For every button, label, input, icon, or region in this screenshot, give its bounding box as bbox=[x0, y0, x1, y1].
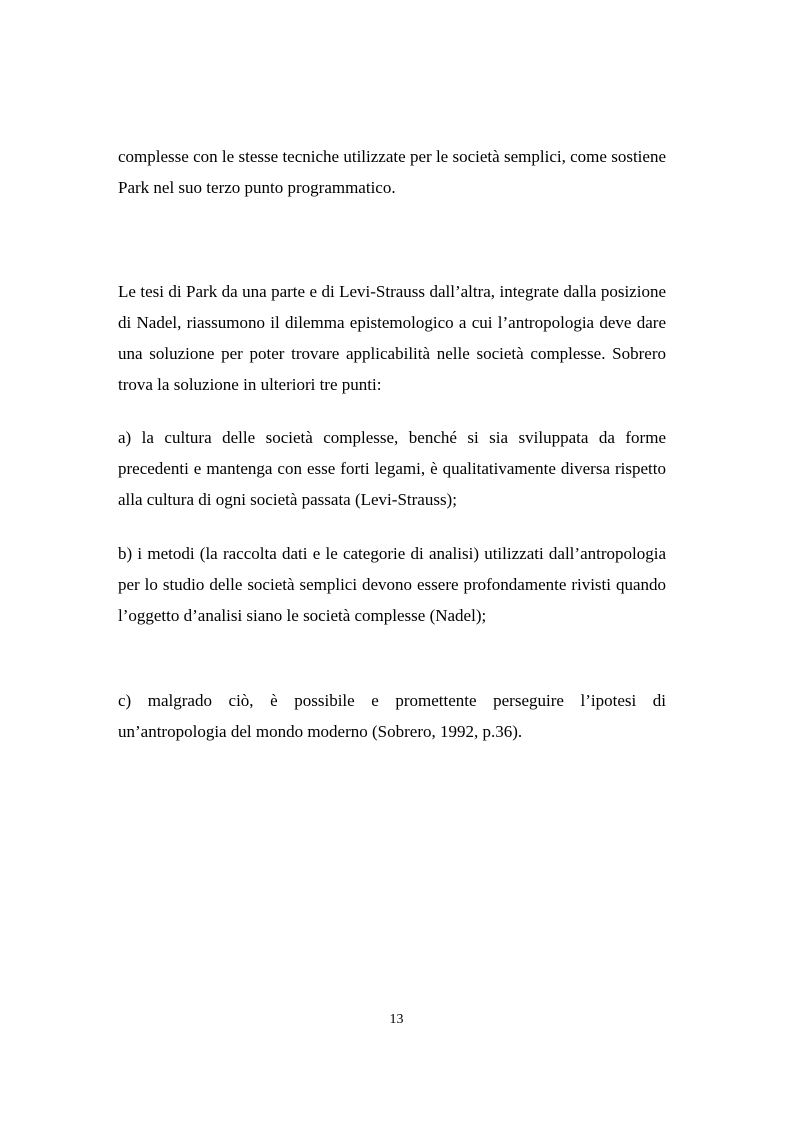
paragraph-point-c: c) malgrado ciò, è possibile e promettente perseguire l’ipotesi di un’antropologia del mondo moderno (Sobrero, 1992, p.36). bbox=[118, 691, 666, 741]
paragraph-continuation: complesse con le stesse tecniche utilizzate per le società semplici, come sostiene Park nel suo terzo punto programmatico. bbox=[118, 147, 666, 197]
paragraph-point-a: a) la cultura delle società complesse, benché si sia sviluppata da forme precedenti e mantenga con esse forti legami, è qualitativamente diversa rispetto alla cultura di ogni società passata (Levi-Strauss); bbox=[118, 428, 666, 509]
paragraph-point-b: b) i metodi (la raccolta dati e le categorie di analisi) utilizzati dall’antropologia per lo studio delle società semplici devono essere profondamente rivisti quando l’oggetto d’analisi siano le società complesse (Nadel); bbox=[118, 544, 666, 625]
paragraph-intro: Le tesi di Park da una parte e di Levi-Strauss dall’altra, integrate dalla posizione di Nadel, riassumono il dilemma epistemologico a cui l’antropologia deve dare una soluzione per poter trovare applicabilità nelle società complesse. Sobrero trova la soluzione in ulteriori tre punti: bbox=[118, 282, 666, 394]
page-number: 13 bbox=[389, 1012, 404, 1027]
